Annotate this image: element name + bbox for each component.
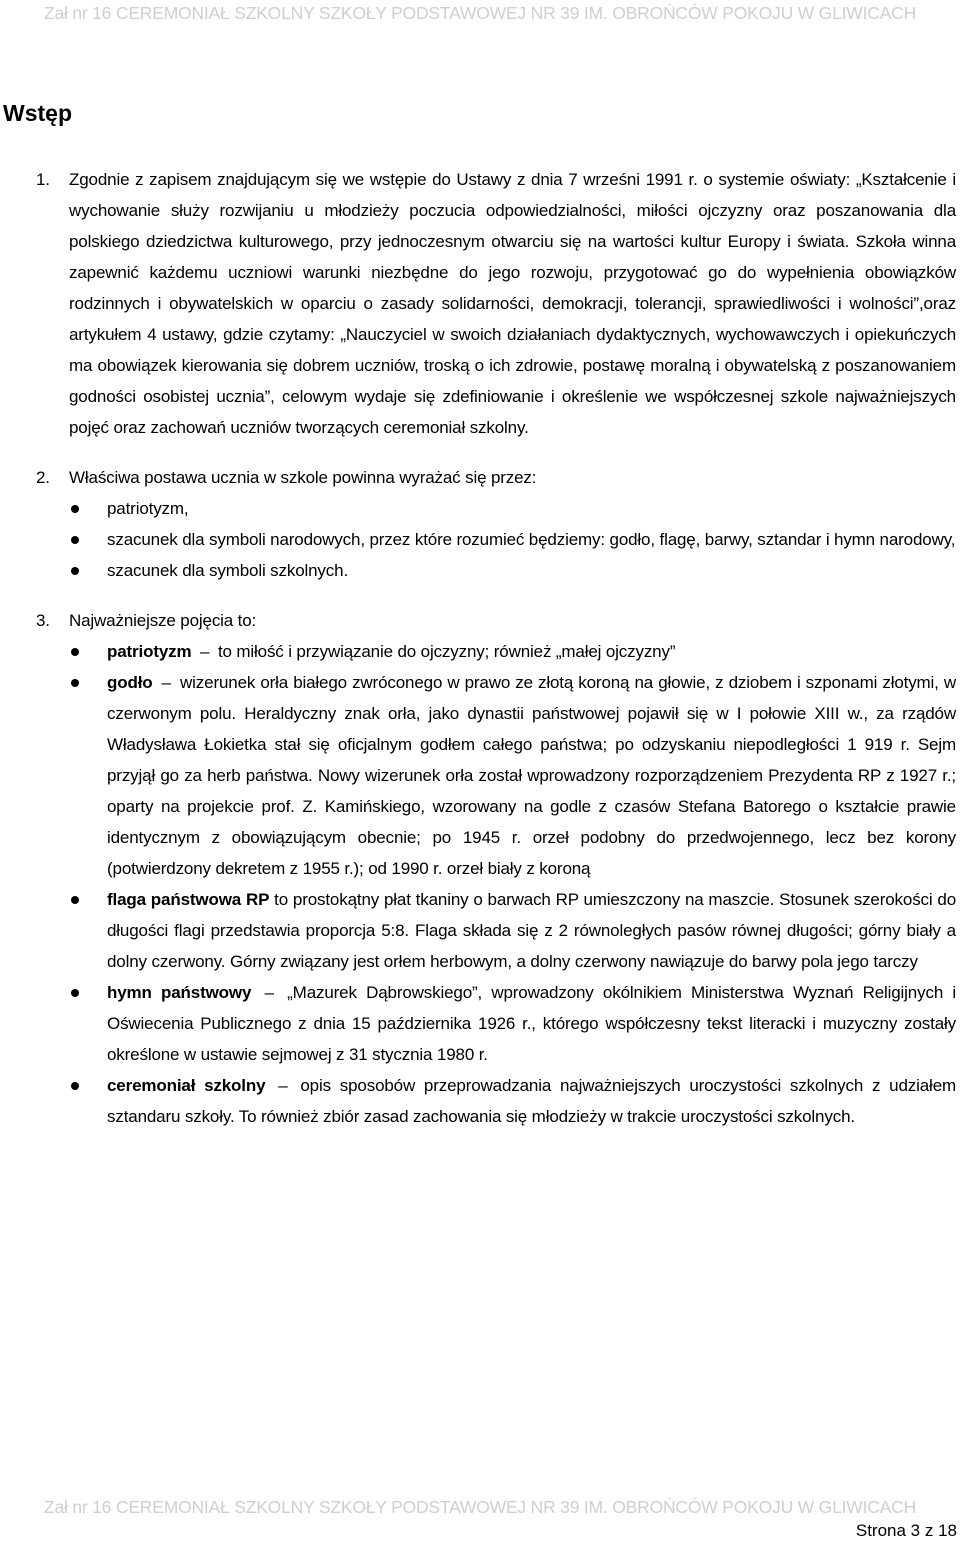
bullet-icon — [71, 896, 79, 904]
list-item — [69, 524, 956, 555]
definition-item — [69, 1070, 956, 1132]
section-2 — [36, 462, 956, 586]
definition-term: godło — [107, 673, 153, 692]
list-item-text: szacunek dla symboli szkolnych. — [107, 561, 349, 580]
definition-text: to miłość i przywiązanie do ojczyzny; również „małej ojczyzny” — [217, 642, 676, 661]
definition-term: ceremoniał szkolny — [107, 1076, 266, 1095]
definition-term: flaga państwowa RP — [107, 890, 270, 909]
section-1 — [36, 164, 956, 443]
definition-text: wizerunek orła białego zwróconego w prawo ze złotą koroną na głowie, z dziobem i szponami złotymi, w czerwonym polu. Heraldyczny znak orła, jako dynastii państwowej pojawił się w I połowie XIII w., za rządów Władysława Łokietka stał się oficjalnym godłem całego państwa; po odzyskaniu niepodległości 1 919 r. Sejm przyjął go za herb państwa. Nowy wizerunek orła został wprowadzony rozporządzeniem Prezydenta RP z 1927 r.; oparty na projekcie prof. Z. Kamińskiego, wzorowany na godle z czasów Stefana Batorego o kształcie prawie identycznym z obowiązującym obecnie; po 1945 r. orzeł podobny do przedwojennego, lecz bez korony (potwierdzony dekretem z 1955 r.); od 1990 r. orzeł biały z koroną — [107, 673, 956, 878]
definition-term: patriotyzm — [107, 642, 192, 661]
list-item — [69, 493, 956, 524]
section-1-text: Zgodnie z zapisem znajdującym się we wstępie do Ustawy z dnia 7 wrześni 1991 r. o systemie oświaty: „Kształcenie i wychowanie służy rozwijaniu u młodzieży poczucia odpowiedzialności, miłości ojczyzny oraz poszanowania dla polskiego dziedzictwa kulturowego, przy jednoczesnym otwarciu się na wartości kultur Europy i świata. Szkoła winna zapewnić każdemu uczniowi warunki niezbędne do jego rozwoju, przygotować go do wypełnienia obowiązków rodzinnych i obywatelskich w oparciu o zasady solidarności, demokracji, tolerancji, sprawiedliwości i wolności”,oraz artykułem 4 ustawy, gdzie czytamy: „Nauczyciel w swoich działaniach dydaktycznych, wychowawczych i opiekuńczych ma obowiązek kierowania się dobrem uczniów, troską o ich zdrowie, postawę moralną i obywatelską z poszanowaniem godności osobistej ucznia”, celowym wydaje się zdefiniowanie i określenie we współczesnej szkole najważniejszych pojęć oraz zachowań uczniów tworzących ceremoniał szkolny. — [69, 170, 956, 437]
list-item — [69, 555, 956, 586]
bullet-icon — [71, 536, 79, 544]
bullet-icon — [71, 505, 79, 513]
definition-text: to prostokątny płat tkaniny o barwach RP umieszczony na maszcie. Stosunek szerokości do długości flagi przedstawia proporcja 5:8. Flaga składa się z 2 równoległych pasów równej długości; górny biały a dolny czerwony. Górny związany jest orłem herbowym, a dolny czerwony nawiązuje do barwy pola jego tarczy — [107, 890, 956, 971]
bullet-icon — [71, 1082, 79, 1090]
page-title: Wstęp — [3, 100, 72, 126]
bullet-icon — [71, 679, 79, 687]
section-number: 2. — [36, 468, 50, 487]
bullet-icon — [71, 989, 79, 997]
page-footer: Zał nr 16 CEREMONIAŁ SZKOLNY SZKOŁY PODSTAWOWEJ NR 39 IM. OBROŃCÓW POKOJU W GLIWICACH — [43, 1497, 917, 1517]
definition-item — [69, 667, 956, 884]
page-header: Zał nr 16 CEREMONIAŁ SZKOLNY SZKOŁY PODSTAWOWEJ NR 39 IM. OBROŃCÓW POKOJU W GLIWICACH — [43, 3, 917, 23]
definition-dash: – — [278, 1076, 288, 1095]
definition-list — [69, 636, 956, 1132]
bullet-icon — [71, 567, 79, 575]
definition-item — [69, 884, 956, 977]
section-3 — [36, 605, 956, 1132]
section-number: 1. — [36, 170, 50, 189]
definition-item — [69, 977, 956, 1070]
bullet-icon — [71, 648, 79, 656]
document-body — [36, 164, 956, 1132]
list-item-text: patriotyzm, — [107, 499, 189, 518]
section-2-intro: Właściwa postawa ucznia w szkole powinna wyrażać się przez: — [69, 468, 537, 487]
definition-dash: – — [264, 983, 274, 1002]
definition-dash: – — [161, 673, 171, 692]
definition-term: hymn państwowy — [107, 983, 252, 1002]
definition-dash: – — [200, 642, 210, 661]
section-number: 3. — [36, 611, 50, 630]
list-item-text: szacunek dla symboli narodowych, przez które rozumieć będziemy: godło, flagę, barwy, sztandar i hymn narodowy, — [107, 530, 956, 549]
bullet-list — [69, 493, 956, 586]
section-3-intro: Najważniejsze pojęcia to: — [69, 611, 257, 630]
definition-text: opis sposobów przeprowadzania najważniejszych uroczystości szkolnych z udziałem sztandaru szkoły. To również zbiór zasad zachowania się młodzieży w trakcie uroczystości szkolnych. — [107, 1076, 957, 1126]
definition-text: „Mazurek Dąbrowskiego”, wprowadzony okólnikiem Ministerstwa Wyznań Religijnych i Oświecenia Publicznego z dnia 15 października 1926 r., którego współczesny tekst literacki i muzyczny zostały określone w ustawie sejmowej z 31 stycznia 1980 r. — [107, 983, 957, 1064]
definition-item — [69, 636, 956, 667]
page-number: Strona 3 z 18 — [855, 1521, 957, 1540]
